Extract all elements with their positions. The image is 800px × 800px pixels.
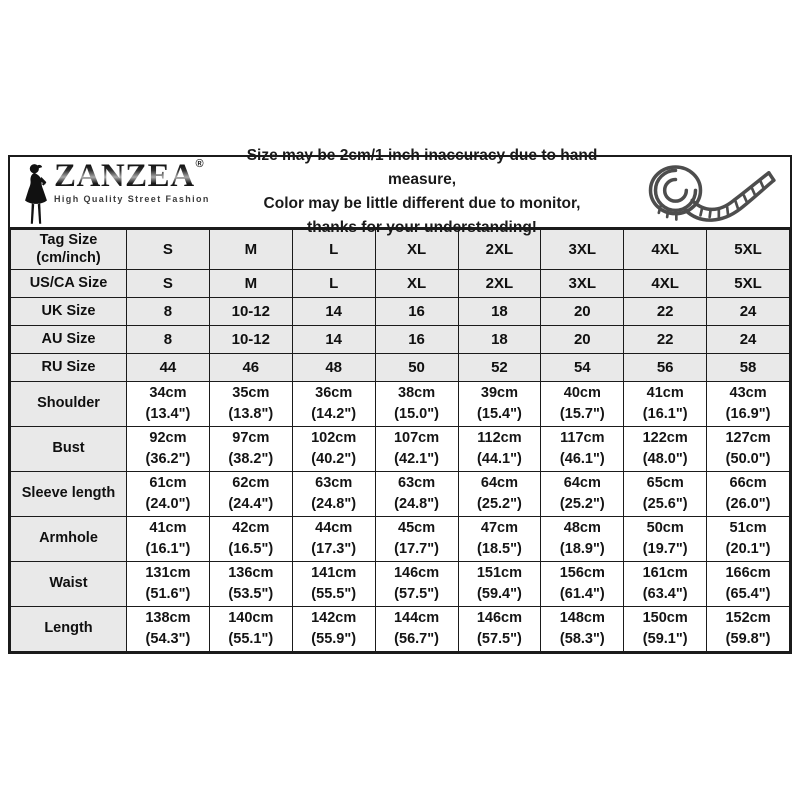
size-value: 8 — [163, 330, 173, 348]
size-value: 10-12 — [231, 330, 270, 348]
measure-row — [11, 517, 790, 562]
measure-cm: 140cm — [228, 609, 274, 626]
measure-cm: 35cm — [232, 384, 270, 401]
measure-cell — [127, 472, 210, 517]
measure-inch: (16.5") — [228, 541, 274, 557]
measure-cm: 43cm — [729, 384, 767, 401]
size-value: 18 — [491, 302, 508, 320]
size-cell — [292, 270, 375, 298]
measure-cm: 51cm — [729, 519, 767, 536]
measure-cm: 61cm — [149, 474, 187, 491]
measure-cm: 62cm — [232, 474, 270, 491]
measure-cell — [707, 517, 790, 562]
measure-inch: (50.0") — [725, 451, 771, 467]
measure-inch: (54.3") — [145, 631, 191, 647]
measure-inch: (48.0") — [642, 451, 688, 467]
measure-inch: (38.2") — [228, 451, 274, 467]
row-label: Armhole — [39, 530, 98, 547]
measure-cell — [541, 382, 624, 427]
measure-cell — [127, 607, 210, 652]
size-row — [11, 270, 790, 298]
measure-cell — [458, 382, 541, 427]
measure-cm: 45cm — [398, 519, 436, 536]
measure-cell — [458, 607, 541, 652]
measure-inch: (25.2") — [477, 496, 522, 512]
measure-cm: 122cm — [642, 429, 688, 446]
measure-row — [11, 382, 790, 427]
measure-cell — [127, 562, 210, 607]
size-cell — [707, 354, 790, 382]
size-cell — [209, 354, 292, 382]
size-value: 22 — [656, 302, 674, 320]
measure-cm: 146cm — [476, 609, 523, 626]
size-value: 22 — [656, 330, 674, 348]
measure-cm: 47cm — [480, 519, 518, 536]
measure-cell — [127, 382, 210, 427]
measure-cell — [707, 427, 790, 472]
woman-silhouette-icon — [20, 163, 52, 225]
row-label: Bust — [52, 440, 85, 457]
row-label-cell — [11, 298, 127, 326]
tape-measure-icon — [632, 157, 790, 227]
size-value: 58 — [739, 358, 757, 376]
measure-cell — [624, 472, 707, 517]
measure-cell — [707, 472, 790, 517]
measure-cell — [541, 472, 624, 517]
measure-cm: 48cm — [563, 519, 601, 536]
measure-cm: 166cm — [725, 564, 771, 581]
size-cell — [624, 298, 707, 326]
measure-cm: 144cm — [393, 609, 440, 626]
measure-row — [11, 472, 790, 517]
size-cell — [541, 326, 624, 354]
measure-inch: (14.2") — [311, 406, 357, 422]
size-value: 50 — [408, 358, 425, 376]
row-label: Shoulder — [37, 395, 100, 412]
measure-cell — [458, 472, 541, 517]
measure-inch: (18.9") — [559, 541, 605, 557]
measure-inch: (15.0") — [394, 406, 439, 422]
row-label-cell — [11, 326, 127, 354]
brand-header — [10, 146, 790, 237]
measure-cell — [292, 607, 375, 652]
measure-inch: (44.1") — [477, 451, 522, 467]
size-value: 2XL — [485, 240, 514, 258]
measure-inch: (20.1") — [725, 541, 771, 557]
size-cell — [707, 326, 790, 354]
size-value: 2XL — [485, 274, 514, 292]
measure-cell — [209, 382, 292, 427]
measure-cell — [292, 517, 375, 562]
measure-cell — [209, 472, 292, 517]
size-value: 44 — [159, 358, 177, 376]
row-label: Waist — [49, 575, 88, 592]
measure-inch: (15.7") — [559, 406, 605, 422]
size-value: 4XL — [651, 274, 679, 292]
row-label-sub: (cm/inch) — [36, 249, 101, 266]
measure-row — [11, 607, 790, 652]
row-label: AU Size — [41, 330, 96, 347]
size-value: M — [244, 240, 258, 258]
size-cell — [375, 326, 458, 354]
measure-inch: (16.1") — [145, 541, 191, 557]
size-value: 5XL — [734, 240, 762, 258]
measure-cm: 65cm — [646, 474, 684, 491]
measure-inch: (13.4") — [145, 406, 191, 422]
row-label-cell — [11, 427, 127, 472]
size-cell — [458, 298, 541, 326]
measure-inch: (65.4") — [725, 586, 771, 602]
measure-cm: 136cm — [228, 564, 274, 581]
measure-cell — [624, 562, 707, 607]
size-cell — [292, 326, 375, 354]
measure-cell — [209, 517, 292, 562]
size-row — [11, 354, 790, 382]
row-label-cell — [11, 382, 127, 427]
disclaimer-line-3: thanks for your understanding! — [307, 219, 537, 237]
measure-cm: 39cm — [480, 384, 518, 401]
size-cell — [541, 354, 624, 382]
measure-cell — [541, 607, 624, 652]
size-cell — [541, 298, 624, 326]
measure-cm: 131cm — [145, 564, 191, 581]
size-cell — [292, 298, 375, 326]
measure-inch: (40.2") — [311, 451, 357, 467]
zanzea-logo — [10, 159, 212, 225]
measure-inch: (42.1") — [394, 451, 439, 467]
size-value: 46 — [242, 358, 260, 376]
size-value: 10-12 — [231, 302, 270, 320]
measure-cm: 150cm — [642, 609, 688, 626]
measure-cm: 127cm — [725, 429, 771, 446]
size-cell — [127, 354, 210, 382]
measure-inch: (16.1") — [642, 406, 688, 422]
measure-cell — [209, 562, 292, 607]
measure-cm: 107cm — [393, 429, 440, 446]
size-value: 16 — [408, 302, 425, 320]
size-value: 8 — [163, 302, 173, 320]
measure-cm: 152cm — [725, 609, 771, 626]
measure-inch: (36.2") — [145, 451, 191, 467]
measure-cm: 64cm — [480, 474, 518, 491]
measure-cell — [375, 382, 458, 427]
measure-cell — [292, 472, 375, 517]
size-row — [11, 326, 790, 354]
measure-cm: 63cm — [315, 474, 353, 491]
size-value: S — [162, 274, 173, 292]
measure-cm: 148cm — [559, 609, 605, 626]
measure-inch: (55.5") — [311, 586, 357, 602]
measure-inch: (56.7") — [394, 631, 439, 647]
measure-inch: (59.4") — [477, 586, 522, 602]
measure-cm: 102cm — [311, 429, 357, 446]
measure-inch: (18.5") — [477, 541, 522, 557]
size-value: 20 — [573, 330, 591, 348]
size-cell — [458, 354, 541, 382]
measure-cm: 64cm — [563, 474, 601, 491]
measure-cm: 34cm — [149, 384, 187, 401]
measure-inch: (51.6") — [145, 586, 191, 602]
measure-cell — [375, 427, 458, 472]
measure-cm: 151cm — [476, 564, 523, 581]
size-value: S — [162, 240, 173, 258]
measure-inch: (59.1") — [642, 631, 688, 647]
measure-cm: 112cm — [477, 429, 522, 446]
measure-cell — [292, 382, 375, 427]
measure-cm: 41cm — [149, 519, 187, 536]
row-label: US/CA Size — [29, 274, 108, 291]
measure-cell — [292, 562, 375, 607]
size-cell — [127, 230, 210, 270]
measure-cell — [375, 472, 458, 517]
measure-cell — [375, 607, 458, 652]
size-cell — [541, 270, 624, 298]
size-cell — [624, 230, 707, 270]
row-label-cell — [11, 270, 127, 298]
row-label-cell — [11, 562, 127, 607]
size-value: 14 — [325, 330, 343, 348]
measure-cell — [541, 562, 624, 607]
measure-cell — [624, 517, 707, 562]
measure-cm: 146cm — [393, 564, 440, 581]
measure-inch: (17.7") — [394, 541, 439, 557]
size-cell — [127, 326, 210, 354]
measure-cell — [707, 562, 790, 607]
measure-inch: (24.8") — [311, 496, 357, 512]
size-value: 14 — [325, 302, 343, 320]
size-row — [11, 298, 790, 326]
measure-inch: (15.4") — [477, 406, 522, 422]
measure-cm: 141cm — [311, 564, 357, 581]
row-label: Sleeve length — [21, 485, 116, 502]
measure-inch: (61.4") — [559, 586, 605, 602]
size-value: 3XL — [568, 274, 597, 292]
measure-cell — [209, 607, 292, 652]
measure-inch: (24.4") — [228, 496, 274, 512]
size-value: L — [329, 240, 339, 258]
measure-inch: (57.5") — [477, 631, 522, 647]
size-value: 24 — [739, 330, 757, 348]
measure-cell — [375, 517, 458, 562]
measure-cm: 40cm — [563, 384, 601, 401]
size-value: 24 — [739, 302, 757, 320]
brand-name: ZANZEA — [54, 158, 195, 194]
measure-inch: (24.8") — [394, 496, 439, 512]
row-label-cell — [11, 354, 127, 382]
size-value: 5XL — [734, 274, 762, 292]
measure-cell — [624, 607, 707, 652]
size-value: 56 — [656, 358, 674, 376]
measure-cm: 161cm — [642, 564, 688, 581]
measure-cell — [624, 382, 707, 427]
measure-inch: (53.5") — [228, 586, 274, 602]
measure-inch: (55.9") — [311, 631, 357, 647]
measure-cell — [458, 517, 541, 562]
size-cell — [209, 298, 292, 326]
measure-inch: (63.4") — [642, 586, 688, 602]
size-cell — [624, 270, 707, 298]
size-cell — [127, 270, 210, 298]
measure-cell — [458, 562, 541, 607]
measure-cell — [541, 427, 624, 472]
row-label-cell — [11, 517, 127, 562]
size-cell — [458, 326, 541, 354]
measure-cm: 117cm — [560, 429, 605, 446]
measure-inch: (24.0") — [145, 496, 191, 512]
disclaimer-line-2: Color may be little different due to monitor, — [263, 195, 581, 212]
measure-cm: 156cm — [559, 564, 605, 581]
measure-row — [11, 427, 790, 472]
measure-cm: 138cm — [145, 609, 191, 626]
size-cell — [624, 326, 707, 354]
row-label: RU Size — [41, 358, 96, 375]
size-chart-panel — [8, 146, 792, 654]
brand-tagline: High Quality Street Fashion — [54, 194, 210, 205]
size-cell — [707, 230, 790, 270]
size-value: XL — [406, 240, 427, 258]
measure-cm: 66cm — [729, 474, 767, 491]
size-value: 16 — [408, 330, 425, 348]
measure-cell — [458, 427, 541, 472]
measure-inch: (46.1") — [559, 451, 605, 467]
measure-cm: 50cm — [646, 519, 684, 536]
measure-cell — [127, 427, 210, 472]
measure-cell — [624, 427, 707, 472]
row-label: UK Size — [41, 302, 96, 319]
measure-inch: (25.6") — [642, 496, 688, 512]
measure-inch: (26.0") — [725, 496, 771, 512]
measure-inch: (25.2") — [559, 496, 605, 512]
measure-row — [11, 562, 790, 607]
measure-cm: 36cm — [315, 384, 353, 401]
size-cell — [375, 270, 458, 298]
size-table-body — [11, 230, 790, 652]
row-label-cell — [11, 472, 127, 517]
size-cell — [458, 270, 541, 298]
size-value: L — [329, 274, 339, 292]
size-value: 54 — [573, 358, 591, 376]
measure-cm: 41cm — [646, 384, 684, 401]
size-chart-table — [10, 229, 790, 652]
measure-cell — [127, 517, 210, 562]
size-value: M — [244, 274, 258, 292]
measure-cell — [707, 382, 790, 427]
measure-cm: 92cm — [149, 429, 187, 446]
registered-mark: ® — [195, 158, 204, 170]
size-cell — [707, 298, 790, 326]
logo-text — [54, 158, 210, 205]
measure-cm: 44cm — [315, 519, 353, 536]
size-cell — [375, 354, 458, 382]
row-label-cell — [11, 607, 127, 652]
row-label: Length — [44, 620, 93, 637]
measure-inch: (55.1") — [228, 631, 274, 647]
size-cell — [707, 270, 790, 298]
measure-cm: 42cm — [232, 519, 270, 536]
size-cell — [292, 354, 375, 382]
measure-cell — [375, 562, 458, 607]
size-value: XL — [406, 274, 427, 292]
size-cell — [209, 326, 292, 354]
size-value: 20 — [573, 302, 591, 320]
row-label-cell — [11, 230, 127, 270]
measure-inch: (59.8") — [725, 631, 771, 647]
measure-cell — [707, 607, 790, 652]
measure-inch: (57.5") — [394, 586, 439, 602]
measure-cm: 142cm — [311, 609, 357, 626]
measure-inch: (17.3") — [311, 541, 357, 557]
size-value: 3XL — [568, 240, 597, 258]
measure-cm: 38cm — [398, 384, 436, 401]
measure-inch: (16.9") — [725, 406, 771, 422]
measure-inch: (13.8") — [228, 406, 274, 422]
disclaimer-text — [212, 144, 632, 240]
size-value: 18 — [491, 330, 508, 348]
measure-cm: 63cm — [398, 474, 436, 491]
size-cell — [209, 270, 292, 298]
size-cell — [624, 354, 707, 382]
size-value: 4XL — [651, 240, 679, 258]
size-cell — [127, 298, 210, 326]
measure-cm: 97cm — [232, 429, 270, 446]
size-value: 52 — [491, 358, 508, 376]
measure-cell — [292, 427, 375, 472]
measure-inch: (19.7") — [642, 541, 688, 557]
measure-cell — [541, 517, 624, 562]
measure-inch: (58.3") — [559, 631, 605, 647]
measure-cell — [209, 427, 292, 472]
row-label: Tag Size — [39, 232, 98, 249]
size-cell — [375, 298, 458, 326]
size-value: 48 — [325, 358, 343, 376]
disclaimer-line-1: Size may be 2cm/1 inch inaccuracy due to hand measure, — [246, 146, 598, 188]
